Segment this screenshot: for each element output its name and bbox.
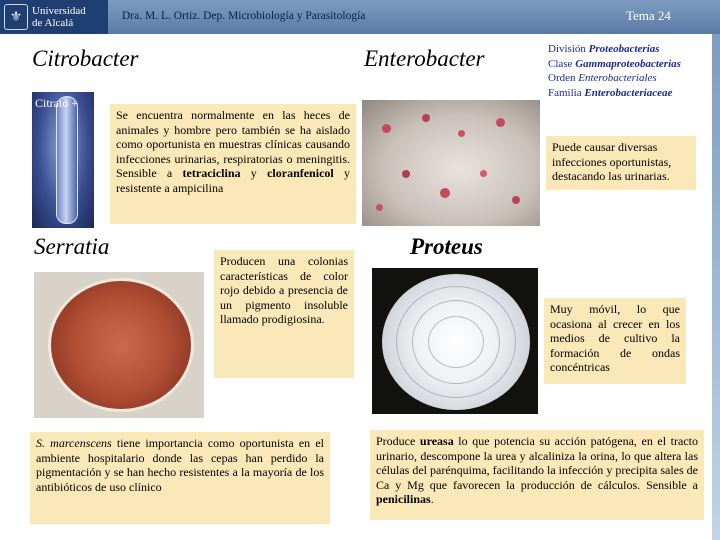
title-proteus: Proteus: [410, 234, 483, 259]
proteus-text-penicilinas: penicilinas: [376, 492, 431, 506]
swarm-ring: [396, 286, 516, 398]
serratia-description-bottom: [30, 432, 330, 524]
right-decor-strip: [712, 34, 720, 540]
enterobacter-description: Puede causar diversas infecciones oportunistas, destacando las urinarias.: [546, 136, 696, 190]
proteus-text-1: Produce: [376, 434, 420, 448]
colony: [512, 196, 520, 204]
serratia-description-top: Producen una colonias características de color rojo debido a presencia de un pigmento insoluble llamado prodigiosina.: [214, 250, 354, 378]
topic-label: Tema 24: [626, 8, 671, 23]
enterobacter-culture-photo: [362, 100, 540, 226]
taxonomy-order: [548, 71, 714, 86]
serratia-culture-photo: [34, 272, 204, 418]
family-value: Enterobacteriaceae: [584, 86, 673, 99]
colony: [422, 114, 430, 122]
citro-text-cloranfenicol: cloranfenicol: [267, 166, 334, 180]
proteus-description-bottom: [370, 430, 704, 520]
taxonomy-class: [548, 57, 714, 72]
colony: [480, 170, 487, 177]
class-label: Clase: [548, 57, 576, 70]
division-label: División: [548, 43, 589, 55]
header-bar: [0, 0, 720, 34]
logo-line1: Universidad: [32, 5, 86, 17]
author-line: Dra. M. L. Ortiz. Dep. Microbiología y Parasitología: [122, 10, 366, 22]
class-value: Gammaproteobacterias: [575, 57, 681, 70]
colony: [440, 188, 450, 198]
logo-line2: de Alcalá: [32, 17, 74, 29]
taxonomy-family: [548, 86, 714, 101]
colony: [458, 130, 465, 137]
university-logo: [0, 0, 108, 34]
serratia-text-rest: tiene importancia como oportunista en el ambiente hospitalario donde las cepas han perdido la pigmentación y se han hecho resistentes a la mayoría de los antibióticos de uso clínico: [36, 436, 324, 494]
title-serratia: Serratia: [34, 234, 110, 259]
title-enterobacter: Enterobacter: [364, 46, 485, 71]
proteus-description-top: Muy móvil, lo que ocasiona al crecer en los medios de cultivo la formación de ondas concéntricas: [544, 298, 686, 384]
division-value: Proteobacterias: [588, 43, 660, 55]
citro-text-tetraciclina: tetraciclina: [182, 166, 241, 180]
taxonomy-panel: [548, 42, 714, 100]
university-emblem-icon: ⚜: [4, 4, 28, 30]
proteus-petri-dish: [382, 274, 530, 410]
colony: [402, 170, 410, 178]
proteus-text-3: .: [430, 492, 434, 506]
taxonomy-division: [548, 42, 714, 57]
test-tube-image: [56, 96, 78, 224]
proteus-text-ureasa: ureasa: [419, 434, 454, 448]
proteus-text-2: lo que potencia su acción patógena, en el tracto urinario, descompone la urea y alcaliniza la orina, lo que altera las células del parénquima, facilitando la infección y precipita sales de Ca y Mg que favorecen la producción de cálculos. Sensible a: [376, 434, 698, 492]
citro-text-3: y resistente a ampicilina: [116, 166, 351, 195]
order-label: Orden: [548, 72, 579, 84]
colony: [382, 124, 391, 133]
citrate-label: Citrato +: [35, 96, 79, 110]
serratia-species-name: S. marcenscens: [36, 436, 112, 450]
proteus-culture-photo: [372, 268, 538, 414]
citrobacter-description: [110, 104, 356, 224]
order-value: Enterobacteriales: [578, 72, 657, 84]
colony: [496, 118, 505, 127]
serratia-petri-dish: [48, 278, 194, 412]
colony: [376, 204, 383, 211]
citro-text-2: y: [240, 166, 268, 180]
title-citrobacter: Citrobacter: [32, 46, 139, 71]
citro-text-1: Se encuentra normalmente en las heces de animales y hombre pero también se ha aislado como oportunista en muestras clínicas causando infecciones urinarias, respiratorias o meningitis. Sensible a: [116, 108, 350, 180]
family-label: Familia: [548, 86, 585, 99]
logo-text: [32, 5, 86, 29]
citrate-tube-photo: [32, 92, 94, 228]
